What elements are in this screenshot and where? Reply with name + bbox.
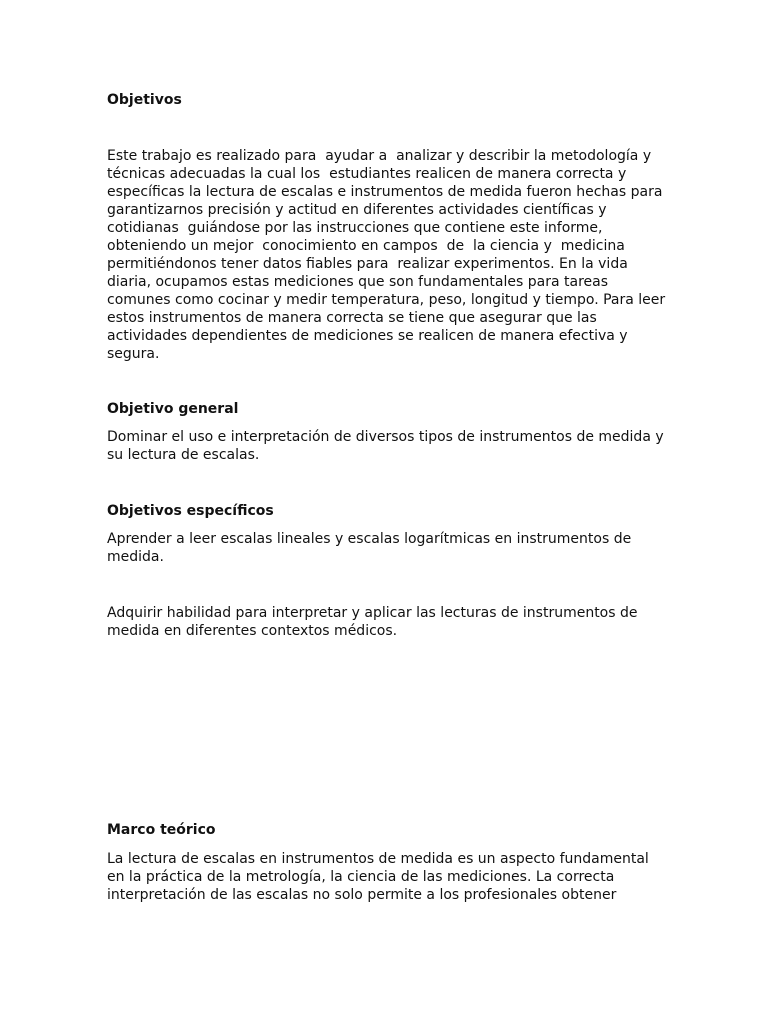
text-line: Adquirir habilidad para interpretar y aplicar las lecturas de instrumentos de (107, 605, 638, 621)
text-line: Este trabajo es realizado para ayudar a analizar y describir la metodología y (107, 148, 652, 164)
text-line: técnicas adecuadas la cual los estudiantes realicen de manera correcta y (107, 166, 627, 182)
text-line: actividades dependientes de mediciones se realicen de manera efectiva y (107, 328, 628, 344)
text-line: segura. (107, 346, 160, 362)
text-line: medida en diferentes contextos médicos. (107, 623, 398, 639)
text-line: Dominar el uso e interpretación de diversos tipos de instrumentos de medida y (107, 429, 664, 445)
text-line: comunes como cocinar y medir temperatura, peso, longitud y tiempo. Para leer (107, 292, 666, 308)
text-line: su lectura de escalas. (107, 447, 260, 463)
paragraph-objetivo-especifico-1 (107, 530, 667, 566)
text-line: La lectura de escalas en instrumentos de medida es un aspecto fundamental (107, 851, 649, 867)
text-line: medida. (107, 549, 164, 565)
text-line: permitiéndonos tener datos fiables para realizar experimentos. En la vida (107, 256, 628, 272)
text-line: obteniendo un mejor conocimiento en campos de la ciencia y medicina (107, 238, 625, 254)
paragraph-objetivo-especifico-2 (107, 604, 667, 640)
heading-objetivo-general: Objetivo general (107, 401, 239, 417)
text-line: Aprender a leer escalas lineales y escalas logarítmicas en instrumentos de (107, 531, 632, 547)
heading-marco-teorico: Marco teórico (107, 822, 216, 838)
text-line: estos instrumentos de manera correcta se tiene que asegurar que las (107, 310, 597, 326)
paragraph-marco-teorico (107, 850, 667, 904)
text-line: garantizarnos precisión y actitud en diferentes actividades científicas y (107, 202, 607, 218)
text-line: específicas la lectura de escalas e instrumentos de medida fueron hechas para (107, 184, 663, 200)
text-line: en la práctica de la metrología, la ciencia de las mediciones. La correcta (107, 869, 615, 885)
paragraph-objetivos (107, 147, 667, 363)
heading-objetivos-especificos: Objetivos específicos (107, 503, 274, 519)
text-line: interpretación de las escalas no solo permite a los profesionales obtener (107, 887, 617, 903)
heading-objetivos: Objetivos (107, 92, 182, 108)
text-line: diaria, ocupamos estas mediciones que son fundamentales para tareas (107, 274, 608, 290)
paragraph-objetivo-general (107, 428, 667, 464)
text-line: cotidianas guiándose por las instrucciones que contiene este informe, (107, 220, 603, 236)
